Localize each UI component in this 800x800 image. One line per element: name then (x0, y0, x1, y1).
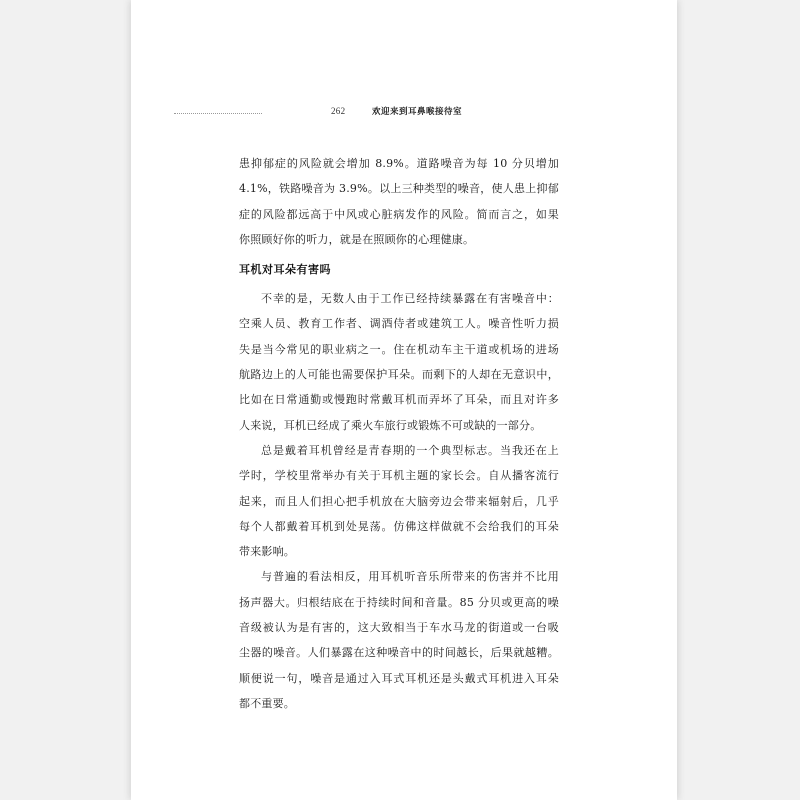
book-page (131, 0, 677, 800)
paragraph-2 (239, 286, 559, 438)
text-line: 患抑郁症的风险就会增加 8.9%。道路噪音为每 10 分贝增加 (239, 157, 559, 170)
text-line: 不幸的是，无数人由于工作已经持续暴露在有害噪音中： (261, 292, 559, 306)
text-line: 扬声器大。归根结底在于持续时间和音量。85 分贝或更高的噪 (239, 595, 559, 609)
page-number: 262 (331, 106, 346, 116)
text-line: 总是戴着耳机曾经是青春期的一个典型标志。当我还在上 (261, 443, 559, 457)
paragraph-1 (239, 151, 559, 252)
text-line: 带来影响。 (239, 545, 295, 559)
text-line: 都不重要。 (239, 696, 295, 710)
text-line: 你照顾好你的听力，就是在照顾你的心理健康。 (239, 232, 475, 246)
text-line: 症的风险都远高于中风或心脏病发作的风险。简而言之，如果 (239, 207, 559, 221)
running-head-title: 欢迎来到耳鼻喉接待室 (372, 107, 463, 117)
text-line: 尘器的噪音。人们暴露在这种噪音中的时间越长，后果就越糟。 (239, 646, 559, 660)
text-line: 人来说，耳机已经成了乘火车旅行或锻炼不可或缺的一部分。 (239, 418, 542, 432)
text-line: 失是当今常见的职业病之一。住在机动车主干道或机场的进场 (239, 342, 559, 356)
text-line: 顺便说一句，噪音是通过入耳式耳机还是头戴式耳机进入耳朵 (239, 671, 559, 685)
text-line: 学时，学校里常举办有关于耳机主题的家长会。自从播客流行 (239, 469, 559, 483)
text-line: 空乘人员、教育工作者、调酒侍者或建筑工人。噪音性听力损 (239, 317, 559, 331)
text-line: 航路边上的人可能也需要保护耳朵。而剩下的人却在无意识中， (239, 368, 559, 382)
text-line: 与普遍的看法相反，用耳机听音乐所带来的伤害并不比用 (261, 570, 559, 584)
text-line: 起来，而且人们担心把手机放在大脑旁边会带来辐射后，几乎 (239, 494, 559, 508)
text-line: 每个人都戴着耳机到处晃荡。仿佛这样做就不会给我们的耳朵 (239, 519, 559, 533)
text-line: 音级被认为是有害的，这大致相当于车水马龙的街道或一台吸 (239, 621, 559, 635)
running-head (174, 106, 594, 122)
text-line: 比如在日常通勤或慢跑时常戴耳机而弄坏了耳朵，而且对许多 (239, 393, 559, 407)
page-body (239, 151, 559, 716)
paragraph-3 (239, 438, 559, 564)
section-heading: 耳机对耳朵有害吗 (239, 263, 331, 277)
paragraph-4 (239, 564, 559, 716)
running-head-rule (174, 113, 262, 114)
text-line: 4.1%，铁路噪音为 3.9%。以上三种类型的噪音，使人患上抑郁 (239, 182, 559, 196)
